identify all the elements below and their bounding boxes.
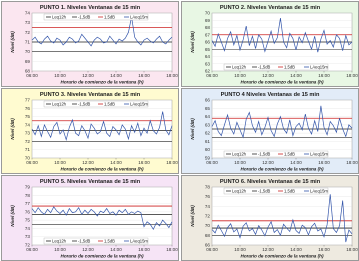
- y-axis-label: Nivel (dB): [10, 118, 15, 140]
- plot-area: [32, 187, 172, 245]
- x-tick-label: 10:00: [234, 247, 246, 252]
- x-tick-label: 16:00: [138, 73, 150, 78]
- y-tick-label: 69: [204, 17, 210, 23]
- legend-label: Leq12h: [232, 64, 246, 70]
- y-tick-label: 79: [24, 184, 30, 190]
- y-tick-label: 65: [204, 46, 210, 52]
- y-tick-label: 74: [24, 225, 30, 231]
- legend-label: 1,5dB: [104, 101, 115, 107]
- x-axis-label: Horario de comienzo de la ventana (h): [60, 79, 144, 85]
- chart-svg: [2, 176, 178, 260]
- chart-panel-5: [1, 175, 179, 261]
- x-axis-label: Horario de comienzo de la ventana (h): [60, 166, 144, 172]
- chart-panel-3: [1, 88, 179, 174]
- legend-label: -1,5dB: [78, 14, 91, 20]
- y-tick-label: 71: [24, 147, 30, 153]
- y-axis-label: Nivel (dB): [10, 205, 15, 227]
- x-tick-label: 12:00: [82, 160, 94, 165]
- y-tick-label: 64: [204, 114, 210, 120]
- x-tick-label: 14:00: [110, 160, 122, 165]
- y-tick-label: 68: [24, 68, 30, 74]
- chart-title: PUNTO 4 Niveles Ventanas de 15 min: [220, 92, 320, 98]
- y-tick-label: 68: [204, 25, 210, 30]
- y-tick-label: 62: [204, 68, 210, 74]
- x-tick-label: 14:00: [110, 247, 122, 252]
- legend-label: Leq12h: [232, 151, 246, 157]
- x-tick-label: 14:00: [290, 247, 302, 252]
- chart-panel-6: [181, 175, 359, 261]
- x-tick-label: 12:00: [262, 160, 274, 165]
- legend-label: LAeq15m: [310, 188, 328, 194]
- y-tick-label: 65: [204, 105, 210, 111]
- y-tick-label: 68: [204, 232, 210, 238]
- y-tick-label: 73: [24, 130, 30, 136]
- x-tick-label: 18:00: [166, 73, 178, 78]
- legend-label: 1,5dB: [104, 238, 115, 244]
- x-axis-label: Horario de comienzo de la ventana (h): [240, 166, 324, 172]
- y-tick-label: 71: [24, 39, 30, 45]
- x-tick-label: 16:00: [318, 73, 330, 78]
- x-tick-label: 12:00: [82, 73, 94, 78]
- y-tick-label: 77: [24, 201, 30, 207]
- y-tick-label: 66: [204, 39, 210, 45]
- x-tick-label: 18:00: [346, 73, 358, 78]
- legend-label: LAeq15m: [130, 238, 148, 244]
- x-axis-label: Horario de comienzo de la ventana (h): [240, 79, 324, 85]
- legend-label: 1,5dB: [284, 64, 295, 70]
- x-tick-label: 06:00: [26, 73, 38, 78]
- x-tick-label: 06:00: [206, 73, 218, 78]
- y-tick-label: 66: [204, 242, 210, 248]
- y-tick-label: 74: [24, 122, 30, 128]
- chart-svg: [2, 89, 178, 173]
- legend-label: -1,5dB: [258, 64, 271, 70]
- chart-svg: [2, 2, 178, 86]
- y-tick-label: 73: [24, 20, 30, 26]
- y-tick-label: 77: [24, 97, 30, 103]
- y-tick-label: 69: [24, 58, 30, 64]
- legend-label: -1,5dB: [258, 151, 271, 157]
- y-tick-label: 75: [24, 114, 30, 120]
- y-axis-label: Nivel (dB): [190, 118, 195, 140]
- x-tick-label: 12:00: [82, 247, 94, 252]
- y-tick-label: 74: [204, 203, 210, 209]
- legend-label: Leq12h: [52, 238, 66, 244]
- legend-label: -1,5dB: [78, 238, 91, 244]
- y-axis-label: Nivel (dB): [10, 31, 15, 53]
- x-tick-label: 16:00: [318, 247, 330, 252]
- chart-title: PUNTO 6. Niveles Ventanas de 15 min: [219, 179, 321, 185]
- chart-panel-4: [181, 88, 359, 174]
- x-tick-label: 14:00: [290, 160, 302, 165]
- y-tick-label: 61: [204, 138, 210, 144]
- legend-label: -1,5dB: [258, 188, 271, 194]
- y-tick-label: 76: [24, 105, 30, 111]
- y-tick-label: 67: [204, 32, 210, 38]
- y-tick-label: 75: [24, 217, 30, 223]
- y-axis-label: Nivel (dB): [190, 31, 195, 53]
- chart-panel-1: [1, 1, 179, 87]
- y-tick-label: 70: [204, 10, 210, 16]
- legend-label: LAeq15m: [130, 101, 148, 107]
- y-tick-label: 76: [204, 194, 210, 200]
- chart-svg: [182, 89, 358, 173]
- x-tick-label: 10:00: [234, 73, 246, 78]
- chart-title: PUNTO 5. Niveles Ventanas de 15 min: [39, 179, 141, 185]
- x-tick-label: 16:00: [138, 160, 150, 165]
- y-axis-label: Nivel (dB): [190, 205, 195, 227]
- y-tick-label: 60: [204, 147, 210, 153]
- x-tick-label: 10:00: [234, 160, 246, 165]
- y-tick-label: 64: [204, 54, 210, 59]
- x-tick-label: 14:00: [290, 73, 302, 78]
- y-tick-label: 74: [24, 10, 30, 16]
- y-tick-label: 62: [204, 130, 210, 136]
- legend-label: 1,5dB: [284, 188, 295, 194]
- y-tick-label: 70: [24, 155, 30, 161]
- x-tick-label: 10:00: [54, 247, 66, 252]
- x-axis-label: Horario de comienzo de la ventana (h): [60, 253, 144, 259]
- legend-label: LAeq15m: [130, 14, 148, 20]
- legend-label: 1,5dB: [284, 151, 295, 157]
- legend-label: LAeq15m: [310, 151, 328, 157]
- x-tick-label: 16:00: [318, 160, 330, 165]
- y-tick-label: 63: [204, 61, 210, 67]
- legend-label: 1,5dB: [104, 14, 115, 20]
- x-tick-label: 12:00: [262, 73, 274, 78]
- legend-label: Leq12h: [52, 14, 66, 20]
- x-tick-label: 10:00: [54, 160, 66, 165]
- legend-label: Leq12h: [232, 188, 246, 194]
- legend-label: -1,5dB: [78, 101, 91, 107]
- y-tick-label: 63: [204, 122, 210, 128]
- y-tick-label: 66: [204, 97, 210, 103]
- chart-title: PUNTO 1. Niveles Ventanas de 15 min: [39, 5, 141, 11]
- x-tick-label: 06:00: [206, 160, 218, 165]
- x-tick-label: 16:00: [138, 247, 150, 252]
- chart-panel-2: [181, 1, 359, 87]
- y-tick-label: 76: [24, 209, 30, 215]
- y-tick-label: 70: [204, 223, 210, 229]
- x-tick-label: 18:00: [346, 160, 358, 165]
- x-tick-label: 18:00: [346, 247, 358, 252]
- x-tick-label: 18:00: [166, 247, 178, 252]
- y-tick-label: 72: [24, 138, 30, 144]
- chart-title: PUNTO 3. Niveles Ventanas de 15 min: [39, 92, 141, 98]
- y-tick-label: 72: [24, 29, 30, 35]
- x-tick-label: 18:00: [166, 160, 178, 165]
- x-tick-label: 12:00: [262, 247, 274, 252]
- y-tick-label: 78: [204, 184, 210, 190]
- chart-title: PUNTO 2. Niveles Ventanas de 15 min: [219, 5, 321, 11]
- y-tick-label: 73: [24, 234, 30, 240]
- x-tick-label: 06:00: [206, 247, 218, 252]
- x-tick-label: 14:00: [110, 73, 122, 78]
- x-tick-label: 06:00: [26, 160, 38, 165]
- y-tick-label: 72: [24, 242, 30, 248]
- chart-svg: [182, 176, 358, 260]
- y-tick-label: 72: [204, 213, 210, 219]
- chart-svg: [182, 2, 358, 86]
- legend-label: Leq12h: [52, 101, 66, 107]
- x-axis-label: Horario de comienzo de la ventana (h): [240, 253, 324, 259]
- legend-label: LAeq15m: [310, 64, 328, 70]
- y-tick-label: 70: [24, 49, 30, 55]
- y-tick-label: 59: [204, 155, 210, 161]
- x-tick-label: 10:00: [54, 73, 66, 78]
- x-tick-label: 06:00: [26, 247, 38, 252]
- y-tick-label: 78: [24, 192, 30, 198]
